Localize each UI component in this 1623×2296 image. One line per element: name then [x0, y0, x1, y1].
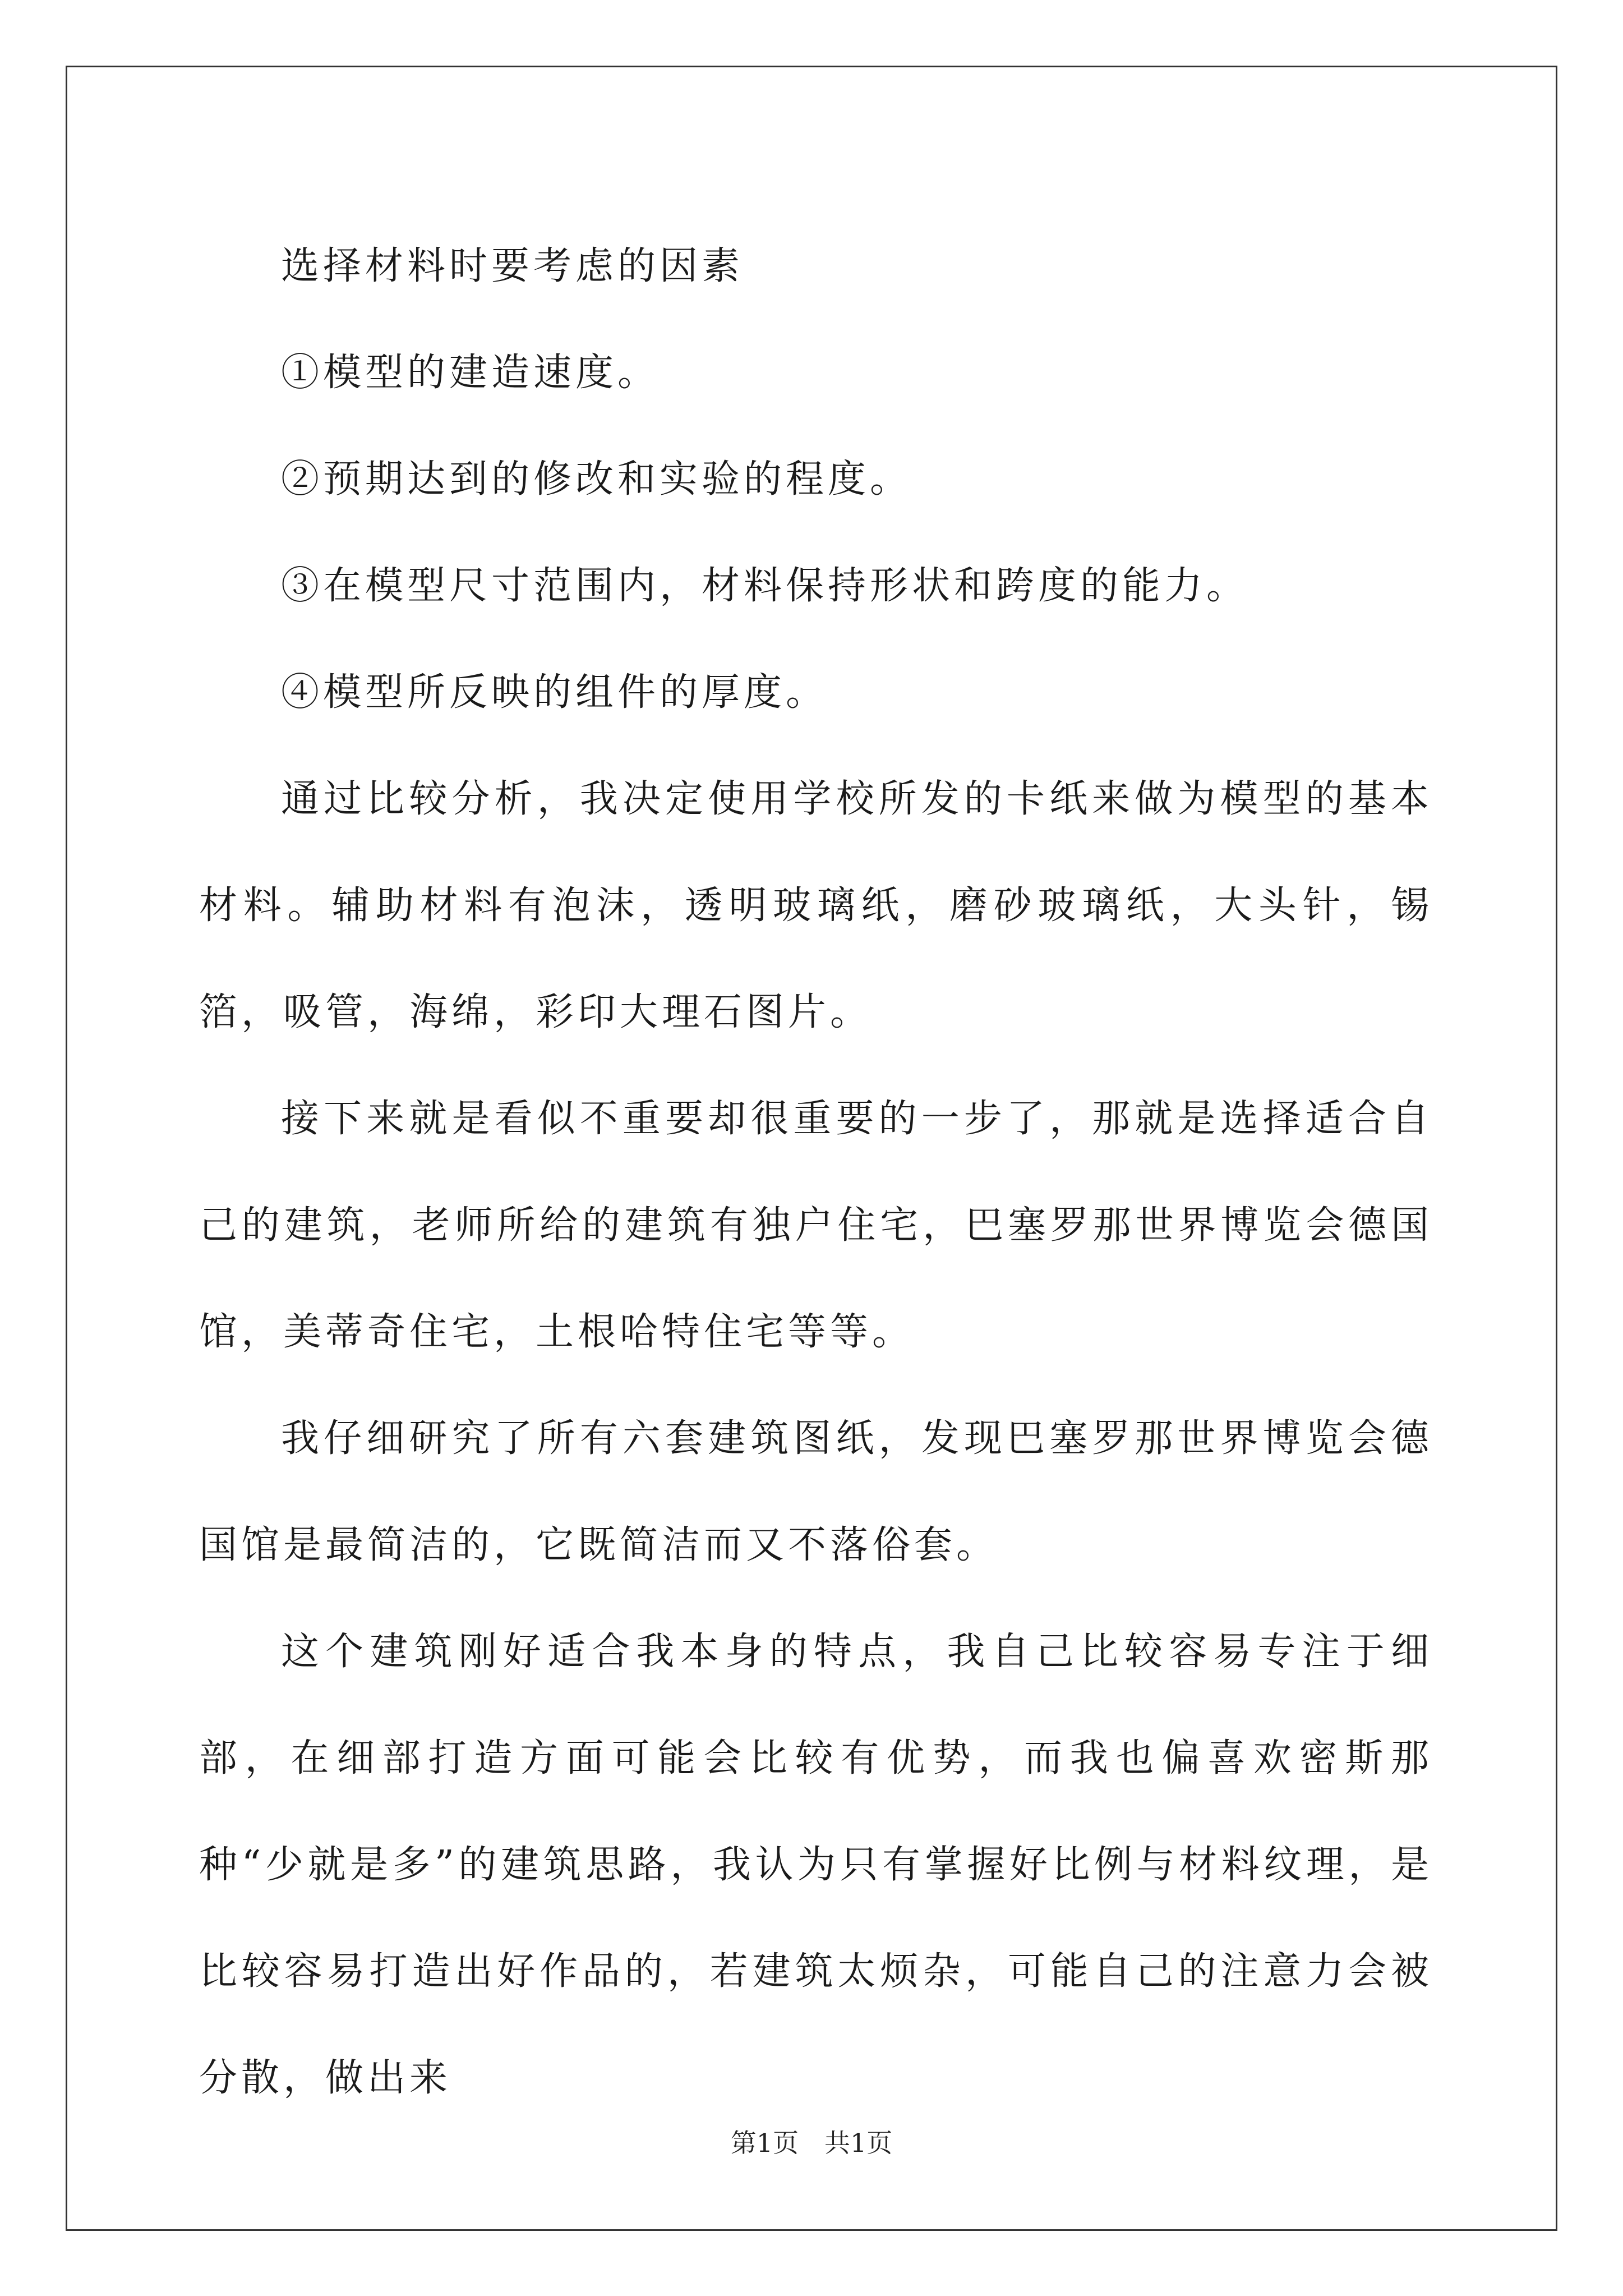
- paragraph-research: 我仔细研究了所有六套建筑图纸，发现巴塞罗那世界博览会德国馆是最简洁的，它既简洁而又不落俗套。: [199, 1416, 1433, 1567]
- paragraph-factor-2: ②预期达到的修改和实验的程度。: [281, 457, 912, 501]
- paragraph-factor-3: ③在模型尺寸范围内，材料保持形状和跨度的能力。: [281, 564, 1249, 608]
- document-body: [199, 213, 1433, 2132]
- page-footer: 第1页 共1页: [730, 2128, 893, 2158]
- paragraph-materials: 通过比较分析，我决定使用学校所发的卡纸来做为模型的基本材料。辅助材料有泡沫，透明玻璃纸，磨砂玻璃纸，大头针，锡箔，吸管，海绵，彩印大理石图片。: [199, 777, 1433, 1034]
- paragraph-heading: 选择材料时要考虑的因素: [281, 244, 744, 288]
- paragraph-factor-4: ④模型所反映的组件的厚度。: [281, 670, 828, 715]
- paragraph-factor-1: ①模型的建造速度。: [281, 351, 660, 395]
- paragraph-building-choice: 接下来就是看似不重要却很重要的一步了，那就是选择适合自己的建筑，老师所给的建筑有独户住宅，巴塞罗那世界博览会德国馆，美蒂奇住宅，土根哈特住宅等等。: [199, 1097, 1433, 1354]
- paragraph-reasoning: 这个建筑刚好适合我本身的特点，我自己比较容易专注于细部，在细部打造方面可能会比较有优势，而我也偏喜欢密斯那种“少就是多”的建筑思路，我认为只有掌握好比例与材料纹理，是比较容易打造出好作品的，若建筑太烦杂，可能自己的注意力会被分散，做出来: [199, 1630, 1433, 2100]
